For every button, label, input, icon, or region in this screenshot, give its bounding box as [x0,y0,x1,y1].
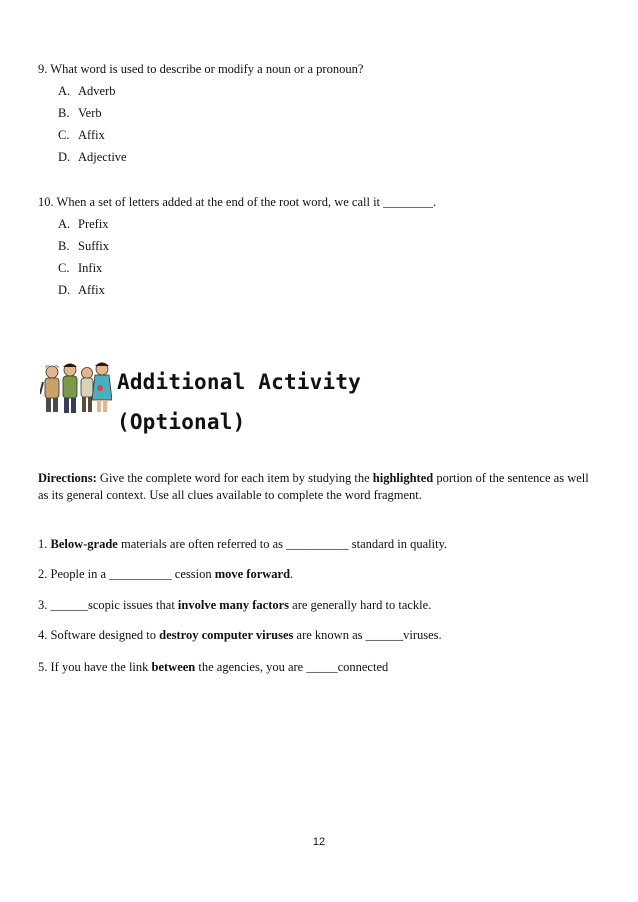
option-text: Infix [78,261,103,275]
directions-label: Directions: [38,471,97,485]
question-9-stem: 9. What word is used to describe or modify a noun or a pronoun? [38,62,364,76]
option-text: Affix [78,128,105,142]
directions-highlight: highlighted [372,471,434,485]
option-text: Affix [78,283,105,297]
question-10-option-d [58,283,105,298]
item-bold: move forward [214,567,291,581]
question-9-option-d [58,150,127,165]
option-text: Adverb [78,84,116,98]
option-letter: C. [58,261,70,275]
question-10-stem: 10. When a set of letters added at the end of the root word, we call it ________. [38,195,437,209]
item-text: are generally hard to tackle. [289,598,432,612]
item-1 [38,537,447,552]
item-text: 4. Software designed to [38,628,160,642]
question-10-option-c [58,261,102,276]
option-letter: D. [58,150,71,164]
option-letter: A. [58,217,71,231]
item-text: . [290,567,294,581]
item-text: are known as ______viruses. [293,628,442,642]
item-text: 3. ______scopic issues that [38,598,178,612]
people-illustration-icon [40,358,112,416]
activity-title-line-2: (Optional) [117,410,246,434]
option-letter: C. [58,128,70,142]
item-bold: Below-grade [50,537,118,551]
option-text: Verb [78,106,102,120]
option-letter: D. [58,283,71,297]
option-text: Prefix [78,217,109,231]
item-text: 2. People in a __________ cession [38,567,215,581]
directions-text-after: portion of the sentence as well as its general context. Use all clues available to complete the word fragment. [38,471,589,502]
question-9-option-c [58,128,105,143]
item-text: 1. [38,537,51,551]
option-text: Suffix [78,239,110,253]
item-text: the agencies, you are _____connected [195,660,389,674]
item-3 [38,598,431,613]
question-9-option-a [58,84,116,99]
activity-title-line-1: Additional Activity [117,370,362,394]
option-letter: B. [58,106,70,120]
item-bold: involve many factors [177,598,290,612]
question-9-option-b [58,106,102,121]
option-letter: A. [58,84,71,98]
item-text: materials are often referred to as __________ standard in quality. [117,537,448,551]
option-letter: B. [58,239,70,253]
directions-paragraph [38,470,598,504]
question-10-option-b [58,239,109,254]
item-bold: destroy computer viruses [159,628,294,642]
directions-text-before: Give the complete word for each item by studying the [96,471,373,485]
item-5 [38,660,388,675]
question-10-option-a [58,217,109,232]
item-bold: between [151,660,196,674]
option-text: Adjective [78,150,127,164]
item-text: 5. If you have the link [38,660,152,674]
page-number: 12 [312,836,326,848]
item-2 [38,567,293,582]
item-4 [38,628,442,643]
